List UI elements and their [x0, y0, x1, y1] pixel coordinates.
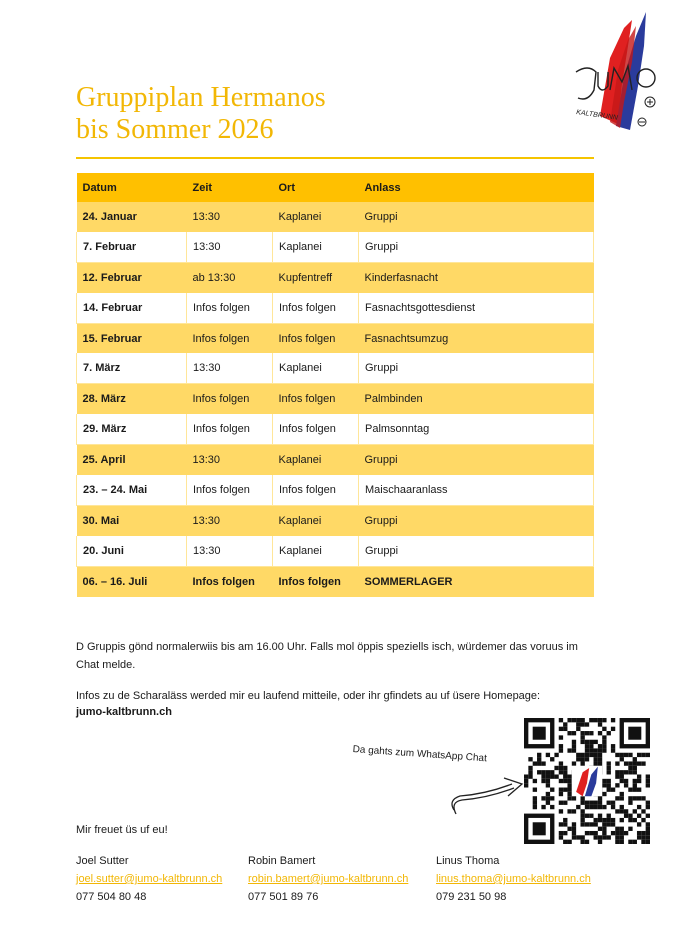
- cell-ort: Kaplanei: [273, 445, 359, 475]
- cell-zeit: 13:30: [187, 505, 273, 535]
- cell-datum: 7. März: [77, 353, 187, 383]
- cell-anlass: Fasnachtsumzug: [359, 323, 594, 353]
- header-anlass: Anlass: [359, 173, 594, 202]
- contact-email-link[interactable]: robin.bamert@jumo-kaltbrunn.ch: [248, 873, 409, 885]
- title-divider: [76, 157, 594, 159]
- cell-anlass: Gruppi: [359, 445, 594, 475]
- qr-code-icon[interactable]: [524, 718, 650, 844]
- cell-anlass: Gruppi: [359, 505, 594, 535]
- cell-zeit: 13:30: [187, 353, 273, 383]
- cell-datum: 29. März: [77, 414, 187, 444]
- cell-ort: Kaplanei: [273, 353, 359, 383]
- table-row: [77, 475, 594, 505]
- cell-zeit: 13:30: [187, 202, 273, 232]
- cell-ort: Kaplanei: [273, 202, 359, 232]
- table-row: [77, 202, 594, 232]
- cell-anlass: Gruppi: [359, 353, 594, 383]
- logo-subtext: KALTBRUNN: [575, 109, 619, 122]
- cell-ort: Kaplanei: [273, 505, 359, 535]
- table-header-row: [77, 173, 594, 202]
- cell-ort: Kaplanei: [273, 232, 359, 262]
- table-row: [77, 323, 594, 353]
- cell-anlass: Gruppi: [359, 536, 594, 566]
- contact-phone: 077 504 80 48: [76, 891, 147, 903]
- cell-ort: Infos folgen: [273, 475, 359, 505]
- curved-arrow-icon: [446, 770, 526, 816]
- cell-ort: Infos folgen: [273, 566, 359, 596]
- jumo-logo-icon: [566, 6, 662, 134]
- cell-zeit: Infos folgen: [187, 384, 273, 414]
- cell-datum: 28. März: [77, 384, 187, 414]
- table-row: [77, 566, 594, 596]
- cell-datum: 30. Mai: [77, 505, 187, 535]
- table-row: [77, 414, 594, 444]
- contact-phone: 079 231 50 98: [436, 891, 507, 903]
- cell-zeit: Infos folgen: [187, 414, 273, 444]
- table-row: [77, 445, 594, 475]
- cell-datum: 23. – 24. Mai: [77, 475, 187, 505]
- closing-text: Mir freuet üs uf eu!: [76, 824, 168, 836]
- contact-linus: [436, 852, 591, 906]
- table-row: [77, 536, 594, 566]
- cell-zeit: 13:30: [187, 445, 273, 475]
- cell-anlass: Kinderfasnacht: [359, 262, 594, 292]
- cell-anlass: Palmsonntag: [359, 414, 594, 444]
- whatsapp-label: Da gahts zum WhatsApp Chat: [352, 744, 488, 765]
- cell-datum: 24. Januar: [77, 202, 187, 232]
- cell-ort: Infos folgen: [273, 384, 359, 414]
- cell-ort: Kupfentreff: [273, 262, 359, 292]
- cell-zeit: Infos folgen: [187, 475, 273, 505]
- contact-name: Joel Sutter: [76, 855, 129, 867]
- cell-datum: 25. April: [77, 445, 187, 475]
- cell-anlass: Maischaaranlass: [359, 475, 594, 505]
- cell-ort: Infos folgen: [273, 323, 359, 353]
- contact-email-link[interactable]: linus.thoma@jumo-kaltbrunn.ch: [436, 873, 591, 885]
- header-datum: Datum: [77, 173, 187, 202]
- contact-robin: [248, 852, 408, 906]
- cell-datum: 7. Februar: [77, 232, 187, 262]
- cell-zeit: ab 13:30: [187, 262, 273, 292]
- header-zeit: Zeit: [187, 173, 273, 202]
- cell-anlass: Fasnachtsgottesdienst: [359, 293, 594, 323]
- schedule-table: [76, 173, 594, 597]
- cell-datum: 06. – 16. Juli: [77, 566, 187, 596]
- table-row: [77, 505, 594, 535]
- table-row: [77, 384, 594, 414]
- homepage-link[interactable]: jumo-kaltbrunn.ch: [76, 706, 172, 718]
- table-row: [77, 232, 594, 262]
- table-row: [77, 353, 594, 383]
- cell-zeit: Infos folgen: [187, 323, 273, 353]
- cell-anlass: Palmbinden: [359, 384, 594, 414]
- contact-name: Linus Thoma: [436, 855, 500, 867]
- cell-datum: 12. Februar: [77, 262, 187, 292]
- cell-datum: 14. Februar: [77, 293, 187, 323]
- cell-datum: 20. Juni: [77, 536, 187, 566]
- title-line-1: Gruppiplan Hermanos: [76, 82, 326, 113]
- title-line-2: bis Sommer 2026: [76, 114, 274, 145]
- page-title: [76, 82, 326, 146]
- cell-ort: Infos folgen: [273, 293, 359, 323]
- cell-ort: Infos folgen: [273, 414, 359, 444]
- cell-datum: 15. Februar: [77, 323, 187, 353]
- table-row: [77, 262, 594, 292]
- contact-phone: 077 501 89 76: [248, 891, 319, 903]
- contact-name: Robin Bamert: [248, 855, 316, 867]
- cell-zeit: Infos folgen: [187, 293, 273, 323]
- contact-email-link[interactable]: joel.sutter@jumo-kaltbrunn.ch: [76, 873, 223, 885]
- cell-zeit: 13:30: [187, 536, 273, 566]
- cell-zeit: 13:30: [187, 232, 273, 262]
- cell-anlass: Gruppi: [359, 232, 594, 262]
- cell-ort: Kaplanei: [273, 536, 359, 566]
- homepage-paragraph: Infos zu de Scharaläss werded mir eu laufend mitteile, oder ihr gfindets au uf üsere Homepage:: [76, 690, 541, 702]
- contact-joel: [76, 852, 222, 906]
- cell-anlass: SOMMERLAGER: [359, 566, 594, 596]
- cell-anlass: Gruppi: [359, 202, 594, 232]
- header-ort: Ort: [273, 173, 359, 202]
- table-row: [77, 293, 594, 323]
- cell-zeit: Infos folgen: [187, 566, 273, 596]
- info-paragraph: D Gruppis gönd normalerwiis bis am 16.00 Uhr. Falls mol öppis speziells isch, würdemer das voruus im Chat melde.: [76, 641, 578, 671]
